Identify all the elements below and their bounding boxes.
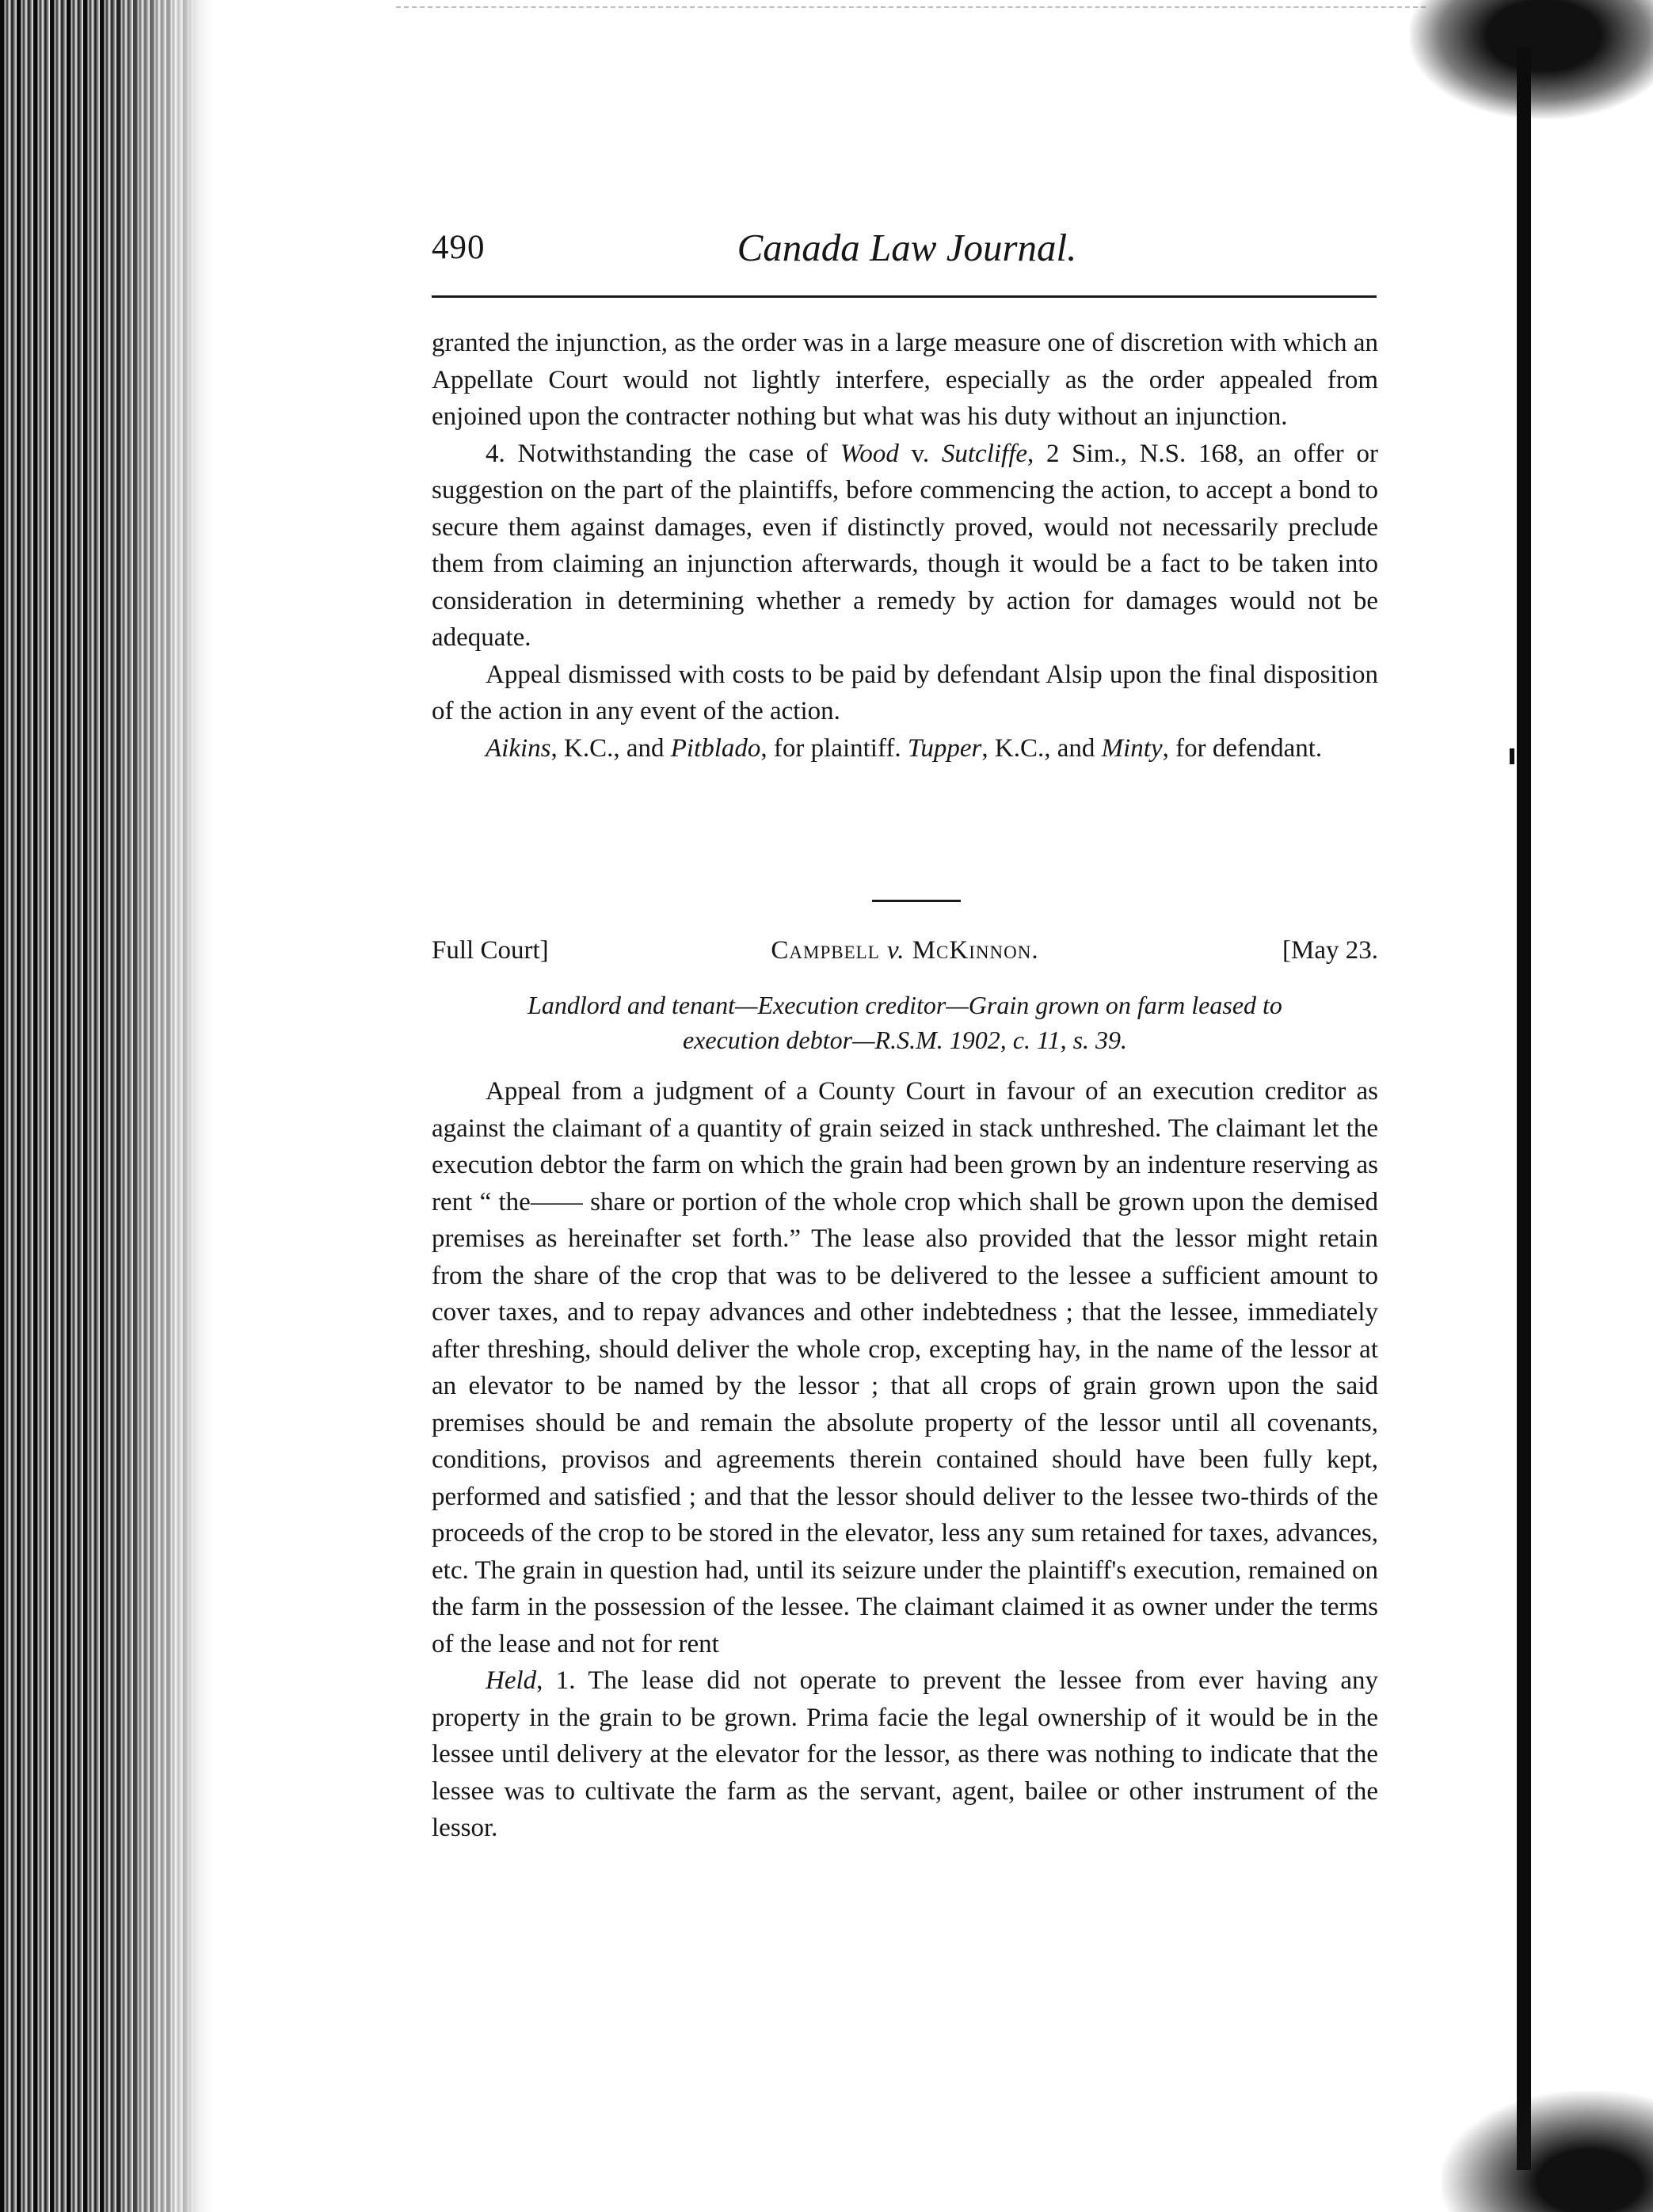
margin-mark (1510, 748, 1514, 764)
case-name: Campbell v. McKinnon. (771, 936, 1039, 965)
facts-paragraph: Appeal from a judgment of a County Court in favour of an execution creditor as against the claimant of a quantity of grain seized in stack unthreshed. The claimant let the execution debtor the farm on which the grain had been grown by an indenture reserving as rent “ the—— share or portion of the whole crop which shall be grown upon the demised premises as hereinafter set forth.” The lease also provided that the lessor might retain from the share of the crop that was to be delivered to the lessee a sufficient amount to cover taxes, and to repay advances and other indebtedness ; that the lessee, immediately after threshing, should deliver the whole crop, excepting hay, in the name of the lessor at an elevator to be named by the lessor ; that all crops of grain grown upon the said premises should be and remain the absolute property of the lessor until all covenants, conditions, provisos and agreements therein contained should have been fully kept, performed and satisfied ; and that the lessor should deliver to the lessee two-thirds of the proceeds of the crop to be stored in the elevator, less any sum retained for taxes, advances, etc. The grain in question had, until its seizure under the plaintiff's execution, remained on the farm in the possession of the lessee. The claimant claimed it as owner under the terms of the lease and not for rent (432, 1077, 1378, 1658)
held-label: Held (486, 1666, 537, 1695)
counsel-paragraph: Aikins, K.C., and Pitblado, for plaintiff. Tupper, K.C., and Minty, for defendant. (486, 733, 1323, 763)
running-head (432, 228, 1382, 276)
section-separator (872, 900, 961, 902)
page-right-edge (1517, 48, 1531, 2170)
continuation-text (432, 325, 1378, 767)
case-body (432, 1073, 1378, 1847)
case-date: [May 23. (1282, 936, 1378, 965)
held-paragraph: Held, 1. The lease did not operate to prevent the lessee from ever having any property in the grain to be grown. Prima facie the legal ownership of it would be in the lessee until delivery at the elevator for the lessor, as there was nothing to indicate that the lessee was to cultivate the farm as the servant, agent, bailee or other instrument of the lessor. (432, 1666, 1378, 1842)
case-citation-sutcliffe: Sutcliffe (941, 439, 1028, 468)
court-label: Full Court] (432, 936, 549, 965)
case-heading (432, 936, 1378, 974)
scan-top-edge (396, 6, 1426, 8)
page-number: 490 (432, 229, 486, 266)
case-citation-wood: Wood (840, 439, 899, 468)
header-rule (432, 295, 1377, 298)
page-corner-bottom (1442, 2091, 1653, 2212)
gutter-shadow (182, 0, 214, 2212)
case-headnote: Landlord and tenant—Execution creditor—Grain grown on farm leased to execution debtor—R.S.M. 1902, c. 11, s. 39. (528, 991, 1282, 1054)
journal-title: Canada Law Journal. (737, 226, 1077, 269)
page-corner-top (1410, 0, 1653, 119)
disposition-paragraph: Appeal dismissed with costs to be paid by defendant Alsip upon the final disposition of the action in any event of the action. (432, 660, 1378, 725)
paragraph-continued: granted the injunction, as the order was in a large measure one of discretion with which an Appellate Court would not lightly interfere, especially as the order appealed from enjoined upon the contracter nothing but what was his duty without an injunction. (432, 329, 1378, 431)
book-binding-edge (0, 0, 198, 2212)
paragraph-4: 4. Notwithstanding the case of Wood v. Sutcliffe, 2 Sim., N.S. 168, an offer or suggestion on the part of the plaintiffs, before commencing the action, to accept a bond to secure them against damages, even if distinctly proved, would not necessarily preclude them from claiming an injunction afterwards, though it would be a fact to be taken into consideration in determining whether a remedy by action for damages would not be adequate. (432, 439, 1378, 652)
